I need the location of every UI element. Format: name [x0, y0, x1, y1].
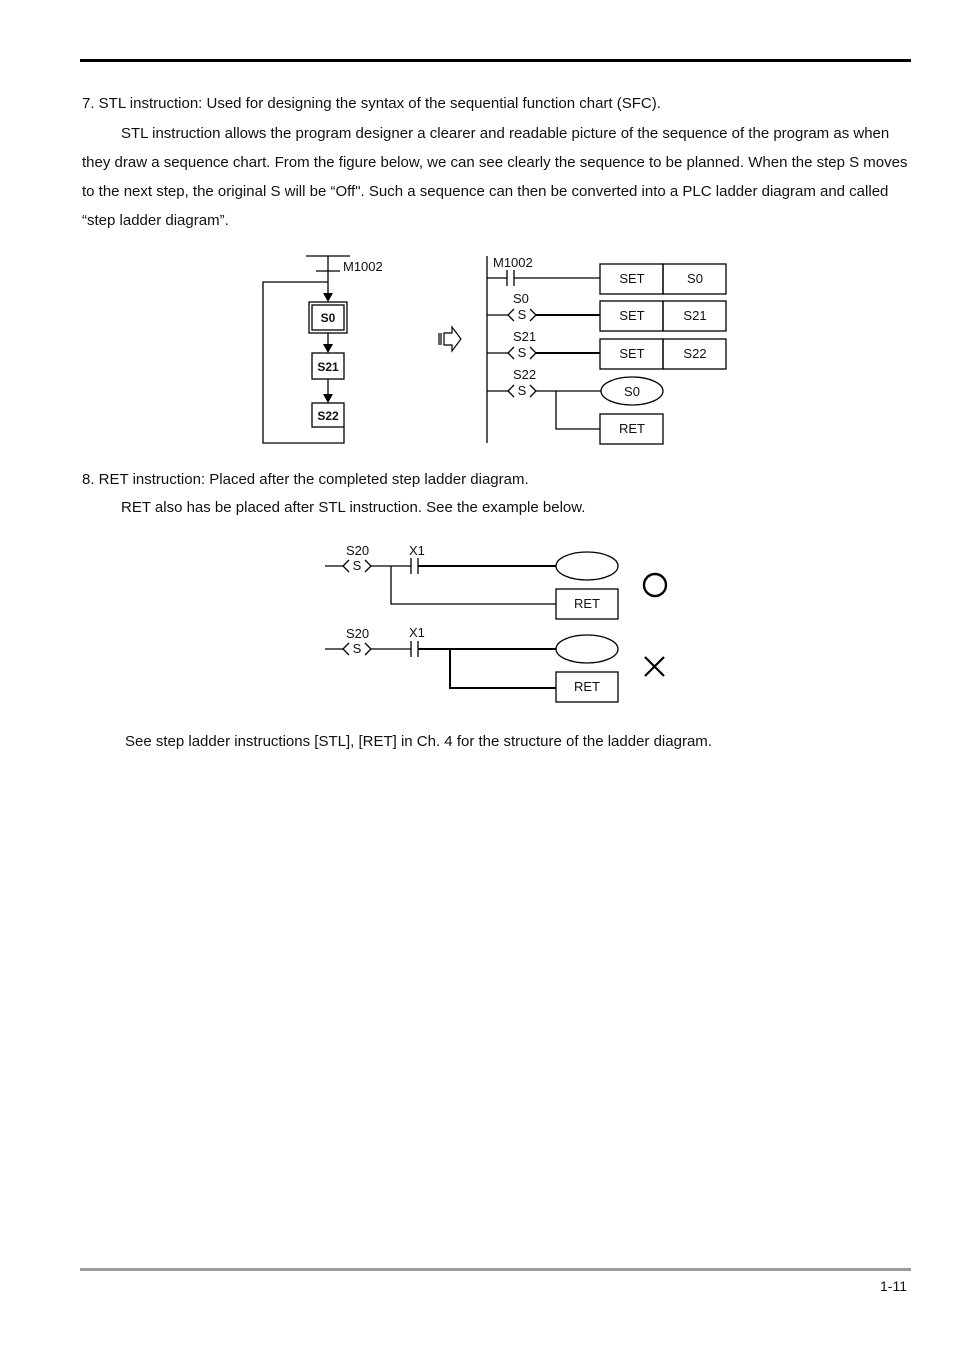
ladder1-contact-label: M1002 — [493, 255, 533, 270]
ex2-ret: RET — [574, 679, 600, 694]
footnote: See step ladder instructions [STL], [RET] in Ch. 4 for the structure of the ladder diagram. — [125, 733, 712, 750]
ladder1-r3-op: SET — [619, 346, 645, 361]
ladder1-r4-stl: S — [517, 383, 527, 398]
ex1-ret: RET — [574, 596, 600, 611]
ladder1-r3-stl: S — [517, 345, 527, 360]
ex1-step-label: S20 — [346, 543, 370, 558]
ladder1-r2-op: SET — [619, 308, 645, 323]
section7-body: STL instruction allows the program designer a clearer and readable picture of the sequence of the program as when they draw a sequence chart. From the figure below, we can see clearly the sequence to be planned. When the step S moves to the next step, the original S will be “Off". Such a sequence can then be converted into a PLC ladder diagram and called “step ladder diagram”. — [82, 125, 908, 229]
ladder1-r3-arg: S22 — [683, 346, 707, 361]
section8-heading: 8. RET instruction: Placed after the completed step ladder diagram. — [82, 471, 529, 488]
ladder1-r3-step: S21 — [513, 329, 537, 344]
sfc-step-s21: S21 — [317, 360, 339, 374]
sfc-step-s0: S0 — [320, 311, 336, 325]
footer-rule — [80, 1268, 911, 1271]
ladder1-r4-ret: RET — [619, 421, 645, 436]
ex2-stl-letter: S — [352, 641, 362, 656]
section8-body: RET also has be placed after STL instruction. See the example below. — [121, 499, 586, 516]
page-number: 1-11 — [880, 1278, 907, 1294]
ladder1-r2-arg: S21 — [683, 308, 707, 323]
ladder1-r2-stl: S — [517, 307, 527, 322]
ladder1-r2-step: S0 — [513, 291, 529, 306]
ex2-step-label: S20 — [346, 626, 370, 641]
ladder1-r4-step: S22 — [513, 367, 537, 382]
ladder1-r1-arg: S0 — [687, 271, 703, 286]
section7-heading: 7. STL instruction: Used for designing the syntax of the sequential function chart (SFC). — [82, 95, 661, 112]
sfc-trigger-label: M1002 — [343, 259, 383, 274]
ex2-contact-label: X1 — [409, 625, 425, 640]
ladder1-r1-op: SET — [619, 271, 645, 286]
ex1-contact-label: X1 — [409, 543, 425, 558]
correct-circle-icon — [644, 574, 666, 596]
sfc-step-s22: S22 — [317, 409, 339, 423]
ladder1-r4-coil: S0 — [624, 384, 640, 399]
wrong-cross-icon — [645, 657, 664, 676]
ex1-stl-letter: S — [352, 558, 362, 573]
